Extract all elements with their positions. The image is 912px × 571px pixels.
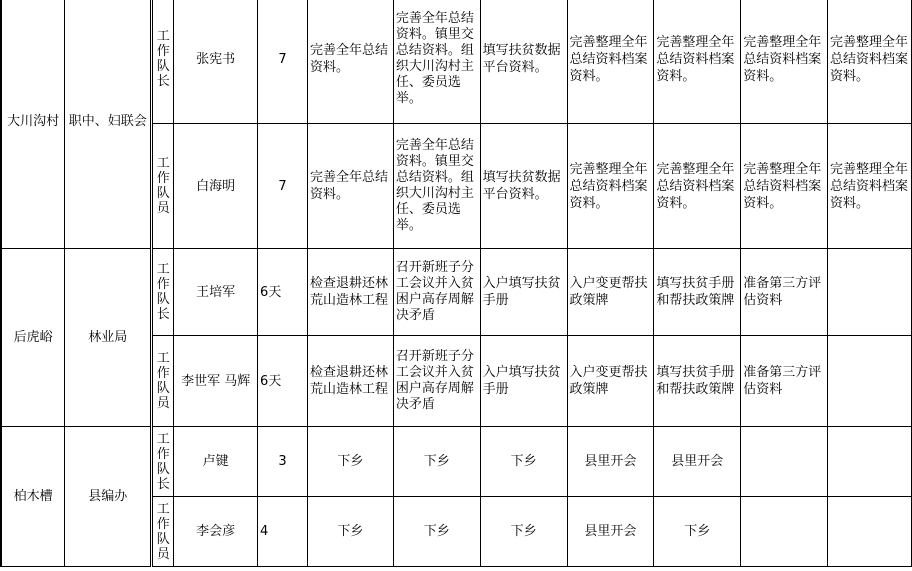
task-cell: 入户填写扶贫手册 — [480, 336, 567, 427]
member-name: 白海明 — [174, 124, 258, 249]
village-name: 柏木槽 — [1, 427, 65, 567]
task-cell — [828, 249, 912, 336]
task-cell: 填写扶贫手册和帮扶政策牌 — [654, 249, 741, 336]
table-row — [1, 0, 912, 124]
role-cell: 工作队员 — [152, 336, 174, 427]
task-cell — [741, 497, 828, 567]
role-cell: 工作队长 — [152, 0, 174, 124]
task-cell: 完善全年总结资料。 — [307, 0, 393, 124]
unit-name: 县编办 — [65, 427, 152, 567]
table-row — [1, 427, 912, 497]
role-cell: 工作队员 — [152, 497, 174, 567]
task-cell: 检查退耕还林荒山造林工程 — [307, 249, 393, 336]
task-cell: 下乡 — [480, 427, 567, 497]
task-cell: 完善整理全年总结资料档案资料。 — [741, 124, 828, 249]
task-cell: 下乡 — [307, 427, 393, 497]
task-cell: 准备第三方评估资料 — [741, 249, 828, 336]
role-cell: 工作队长 — [152, 249, 174, 336]
task-cell: 县里开会 — [654, 427, 741, 497]
task-cell: 完善全年总结资料。 — [307, 124, 393, 249]
task-cell — [828, 427, 912, 497]
task-cell: 下乡 — [654, 497, 741, 567]
task-cell: 完善全年总结资料。镇里交总结资料。组织大川沟村主任、委员选举。 — [393, 124, 480, 249]
member-name: 王培军 — [174, 249, 258, 336]
task-cell: 入户填写扶贫手册 — [480, 249, 567, 336]
role-cell: 工作队长 — [152, 427, 174, 497]
task-cell — [741, 427, 828, 497]
task-cell: 下乡 — [480, 497, 567, 567]
task-cell: 填写扶贫手册和帮扶政策牌 — [654, 336, 741, 427]
days-cell: 6天 — [258, 249, 308, 336]
task-cell: 入户变更帮扶政策牌 — [567, 336, 654, 427]
unit-name: 职中、妇联会 — [65, 0, 152, 249]
days-cell: 4 — [258, 497, 308, 567]
task-cell: 完善整理全年总结资料档案资料。 — [567, 0, 654, 124]
village-name: 大川沟村 — [1, 0, 65, 249]
member-name: 李会彦 — [174, 497, 258, 567]
member-name: 李世军 马辉 — [174, 336, 258, 427]
task-cell: 下乡 — [393, 427, 480, 497]
table-row — [1, 249, 912, 336]
task-cell: 准备第三方评估资料 — [741, 336, 828, 427]
days-cell: 3 — [258, 427, 308, 497]
task-cell: 完善整理全年总结资料档案资料。 — [741, 0, 828, 124]
task-cell: 完善整理全年总结资料档案资料。 — [828, 0, 912, 124]
member-name: 卢键 — [174, 427, 258, 497]
unit-name: 林业局 — [65, 249, 152, 427]
task-cell: 县里开会 — [567, 427, 654, 497]
village-name: 后虎峪 — [1, 249, 65, 427]
task-cell — [828, 336, 912, 427]
task-cell: 完善全年总结资料。镇里交总结资料。组织大川沟村主任、委员选举。 — [393, 0, 480, 124]
task-cell: 召开新班子分工会议并入贫困户高存周解决矛盾 — [393, 336, 480, 427]
role-cell: 工作队员 — [152, 124, 174, 249]
task-cell: 完善整理全年总结资料档案资料。 — [654, 0, 741, 124]
task-cell: 完善整理全年总结资料档案资料。 — [654, 124, 741, 249]
task-cell: 检查退耕还林荒山造林工程 — [307, 336, 393, 427]
task-cell — [828, 497, 912, 567]
task-cell: 填写扶贫数据平台资料。 — [480, 124, 567, 249]
days-cell: 6天 — [258, 336, 308, 427]
task-cell: 完善整理全年总结资料档案资料。 — [567, 124, 654, 249]
days-cell: 7 — [258, 0, 308, 124]
task-cell: 完善整理全年总结资料档案资料。 — [828, 124, 912, 249]
task-cell: 填写扶贫数据平台资料。 — [480, 0, 567, 124]
task-cell: 下乡 — [393, 497, 480, 567]
member-name: 张宪书 — [174, 0, 258, 124]
days-cell: 7 — [258, 124, 308, 249]
task-cell: 县里开会 — [567, 497, 654, 567]
task-cell: 下乡 — [307, 497, 393, 567]
task-cell: 入户变更帮扶政策牌 — [567, 249, 654, 336]
task-cell: 召开新班子分工会议并入贫困户高存周解决矛盾 — [393, 249, 480, 336]
